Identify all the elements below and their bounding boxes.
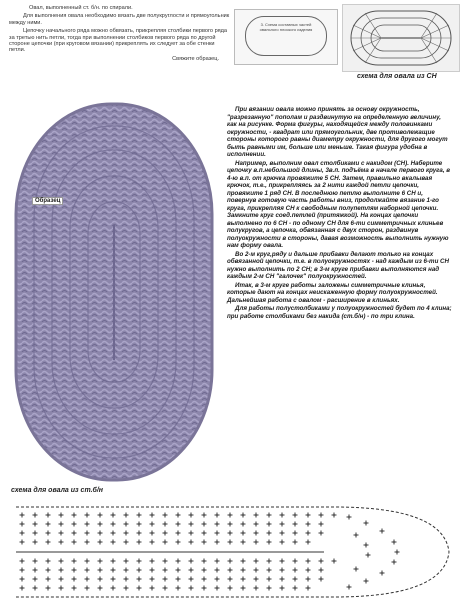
sc-cross-scheme-diagram bbox=[4, 497, 460, 607]
sample-label: Образец bbox=[32, 197, 63, 205]
article-paragraph: Во 2-м круг,ряду и дальше прибавки делают только на концах обвязанной цепочки, т.е. в полуокружностях - над каждым из 6-ти СН нужно выполнить по 2 СН; в 3-м круге прибавки выполняются над каждым 2-м СН "галочек" полуокружностей. bbox=[227, 250, 449, 280]
article-paragraph: Для работы полустолбиками у полуокружностей будет по 4 клина; при работе столбиками без накида (ст.б/н) - по три клина. bbox=[227, 305, 452, 320]
intro-paragraph: Для выполнения овала необходимо вязать две полукруглости и прямоугольник между ними. bbox=[9, 13, 230, 26]
scheme-dc-caption: схема для овала из СН bbox=[357, 73, 437, 80]
scheme-sc-caption: схема для овала из ст.б/н bbox=[11, 487, 104, 494]
intro-text bbox=[9, 5, 231, 64]
article-paragraph: Например, выполним овал столбиками с накидом (СН). Наберите цепочку в.п.небольшой длины, 3в.п. подъёма в начале первого круга, в 4-ю в.п. от крючка провяжите 5 СН. Затем, правильно вкалывая крючок, т.е., прикрепляясь за 2 нити каждой петли цепочки, провяжите 1 ряд СН. В последнюю петлю выполните 6 СН и, повернув готовую часть работы вниз, продолжайте вязание 1-го круга, прикрепляя СН к свободным полупетлям наборной цепочки. Замкните круг соед.петлей (притяжкой). На концах цепочки выполнено по 6 СН - по одному СН для 6-ти симметричных клиньев полукругов, а цепочка, обвязанная с двух сторон, раздвинув полуокружности в стороны, давая возможность выполнить нужную нам форму овала. bbox=[227, 159, 451, 249]
main-article-text bbox=[227, 106, 452, 321]
intro-paragraph: Свяжите образец. bbox=[172, 55, 219, 62]
article-paragraph: При вязании овала можно принять за основу окружность, "разрезанную" пополам и раздвинутую на определенную величину, как на рисунке. Форма фигуры, находящейся между половинками окружности, - квадрат или прямоугольник, две противолежащие стороны которого равны диаметру окружности, для другого могут быть равными им, больше или меньше. Такая фигура удобна в исполнении. bbox=[227, 106, 448, 158]
crochet-oval-photo bbox=[12, 100, 217, 484]
article-paragraph: Итак, в 3-м круге работы заложены симметричные клинья, которые дают на концах неискаженную форму полуокружностей. Дальнейшая работа с овалом - расширение в клиньях. bbox=[227, 281, 438, 304]
intro-paragraph: Цепочку начального ряда можно обвязать, прикрепляя столбики первого ряда за третью нить петли, тогда при выполнении столбиков первого ряда по другой стороне цепочки (при круговом вязании) прикреплять их следует за обе стенки петли. bbox=[9, 28, 228, 54]
sc-scheme-diagram bbox=[342, 4, 460, 72]
intro-paragraph: Овал, выполненный ст. б/н. по спирали. bbox=[29, 5, 133, 11]
oval-parts-sketch bbox=[234, 9, 338, 65]
sketch-caption: 3. Схема составных частей овального плоского изделия bbox=[259, 22, 313, 32]
